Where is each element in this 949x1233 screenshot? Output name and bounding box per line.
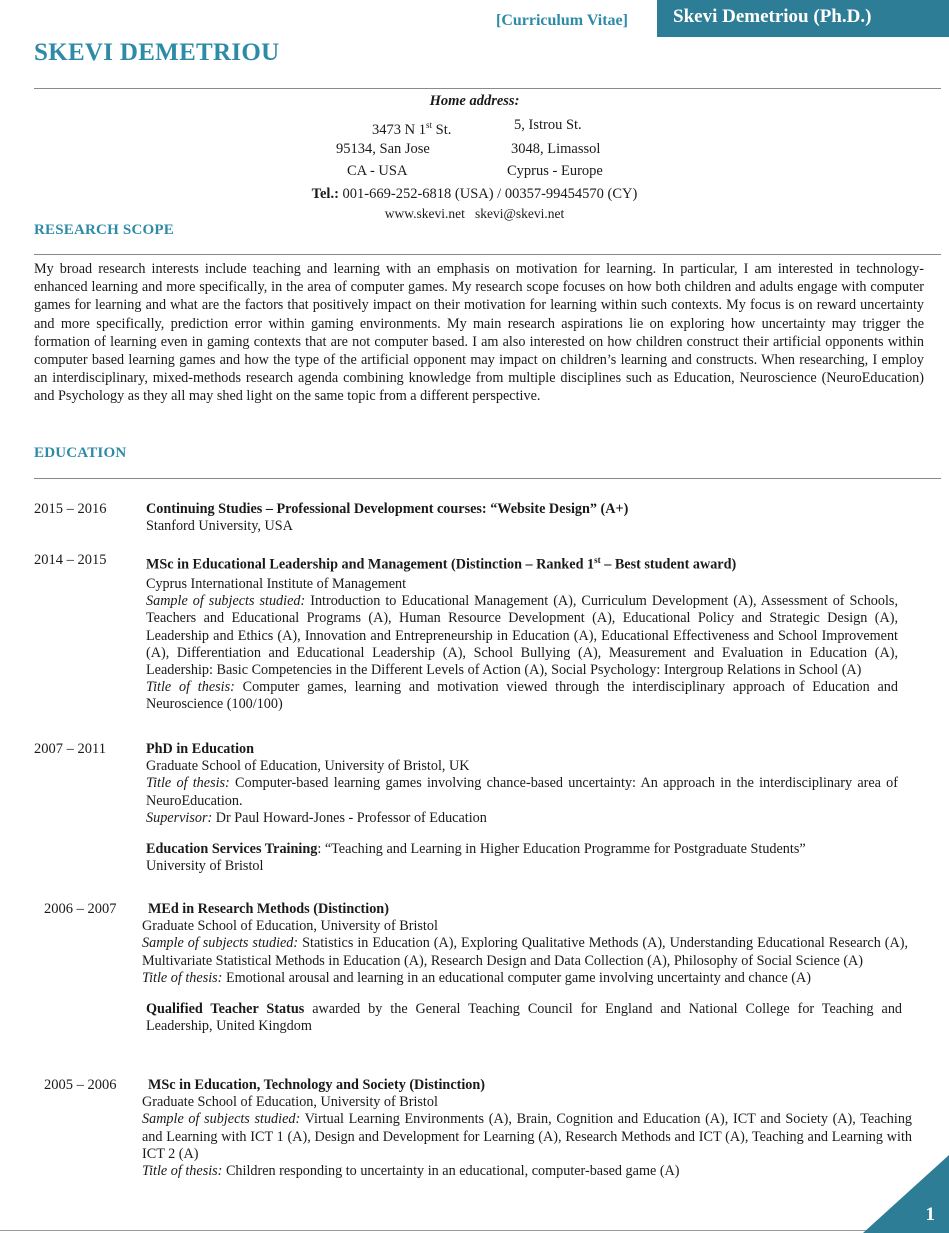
- divider: [34, 478, 941, 479]
- page-number: 1: [925, 1204, 935, 1225]
- web-email: [0, 205, 949, 222]
- curriculum-vitae-label: [Curriculum Vitae]: [496, 12, 628, 29]
- address-alt-line-1: 5, Istrou St.: [514, 117, 582, 133]
- education-years: 2015 – 2016: [34, 501, 107, 517]
- education-training: Education Services Training: “Teaching and Learning in Higher Education Programme for Postgraduate Students”: [146, 841, 806, 858]
- education-training-institution: University of Bristol: [146, 858, 264, 875]
- address-alt-line-2: 3048, Limassol: [511, 141, 601, 157]
- education-thesis: Title of thesis: Children responding to uncertainty in an educational, computer-based game (A): [142, 1163, 680, 1180]
- education-title: PhD in Education: [146, 741, 255, 757]
- education-institution: Graduate School of Education, University of Bristol, UK: [146, 758, 470, 775]
- education-institution: Cyprus International Institute of Management: [146, 575, 407, 592]
- address-line-3: CA - USA: [347, 163, 408, 179]
- education-institution: Graduate School of Education, University of Bristol: [142, 1094, 438, 1111]
- education-entry: [146, 741, 898, 875]
- education-entry: [146, 501, 926, 535]
- website-link[interactable]: www.skevi.net: [384, 206, 465, 221]
- education-entry: [146, 552, 898, 714]
- education-years: 2006 – 2007: [44, 901, 117, 917]
- education-subjects: Sample of subjects studied: Virtual Learning Environments (A), Brain, Cognition and Education (A), ICT and Society (A), Teaching and Learning with ICT 1 (A), Design and Development for Learning (A), Research Methods and ICT (A), Teaching and Learning with ICT 2 (A): [142, 1111, 913, 1162]
- education-title: MSc in Educational Leadership and Management (Distinction – Ranked 1st – Best student award): [146, 555, 737, 573]
- education-title: MEd in Research Methods (Distinction): [148, 901, 389, 917]
- page-corner-decoration: [863, 1155, 949, 1233]
- education-subjects: Sample of subjects studied: Statistics in Education (A), Exploring Qualitative Methods (A), Understanding Educational Research (A), Multivariate Statistical Methods in Education (A), Research Design and Data Collection (A), Philosophy of Social Science (A): [142, 935, 909, 969]
- education-years: 2014 – 2015: [34, 552, 107, 568]
- education-subjects: Sample of subjects studied: Introduction to Educational Management (A), Curriculum Development (A), Assessment of Schools, Teachers and Educational Programs (A), Human Resource Development (A), Educational Policy and Strategic Design (A), Leadership and Ethics (A), Innovation and Entrepreneurship in Education (A), Educational Effectiveness and School Improvement (A), Differentiation and Educational Leadership (A), School Bullying (A), Measurement and Evaluation in Education (A), Leadership: Basic Competencies in the Different Levels of Action (A), Social Psychology: Intergroup Relations in School (A): [146, 593, 899, 678]
- email-link[interactable]: skevi@skevi.net: [474, 206, 565, 221]
- address-line-1: 3473 N 1st St.: [372, 120, 452, 138]
- header-name-box: Skevi Demetriou (Ph.D.): [657, 0, 949, 37]
- footer-divider: [0, 1230, 870, 1231]
- address-title: Home address:: [429, 93, 520, 109]
- education-institution: Stanford University, USA: [146, 518, 293, 535]
- research-scope-text: My broad research interests include teaching and learning with an emphasis on motivation for learning. In particular, I am interested in technology-enhanced learning and more specifically, in the area of computer games. My research scope focuses on how both children and adults engage with computer games for learning and what are the factors that positively impact on their motivation for learning within such contexts. My focus is on reward uncertainty and more specifically, prediction error within gaming environments. My main research aspirations lie on exploring how uncertainty may trigger the formation of learning even in gaming contexts that are not computer based. I am also interested on how children construct their artificial opponents within computer based learning games and how the type of the artificial opponent may impact on children’s learning and constructs. When researching, I employ an interdisciplinary, mixed-methods research agenda combining knowledge from multiple disciplines such as Education, Neuroscience (NeuroEducation) and Psychology as they all may shed light on the same topic from a different perspective.: [34, 261, 924, 405]
- education-institution: Graduate School of Education, University of Bristol: [142, 918, 438, 935]
- education-thesis: Title of thesis: Computer games, learning and motivation viewed through the interdisciplinary approach of Education and Neuroscience (100/100): [146, 679, 898, 713]
- address-alt-line-3: Cyprus - Europe: [507, 163, 603, 179]
- education-supervisor: Supervisor: Dr Paul Howard-Jones - Professor of Education: [146, 809, 487, 826]
- education-qts: Qualified Teacher Status awarded by the General Teaching Council for England and National College for Teaching and Leadership, United Kingdom: [146, 1001, 903, 1035]
- address-line-2: 95134, San Jose: [336, 141, 430, 157]
- education-title: Continuing Studies – Professional Development courses: “Website Design” (A+): [146, 501, 629, 517]
- divider: [34, 254, 941, 255]
- education-thesis: Title of thesis: Emotional arousal and learning in an educational computer game involving uncertainty and chance (A): [142, 969, 811, 986]
- education-entry: [142, 1077, 912, 1180]
- education-entry: [142, 901, 934, 1035]
- education-years: 2007 – 2011: [34, 741, 106, 757]
- telephone: Tel.: 001-669-252-6818 (USA) / 00357-99454570 (CY): [311, 186, 638, 202]
- divider: [34, 88, 941, 89]
- page-title: SKEVI DEMETRIOU: [34, 39, 280, 66]
- education-thesis: Title of thesis: Computer-based learning games involving chance-based uncertainty: An approach in the interdisciplinary area of NeuroEducation.: [146, 775, 899, 809]
- education-title: MSc in Education, Technology and Society (Distinction): [148, 1077, 485, 1093]
- section-heading-education: EDUCATION: [34, 445, 127, 461]
- section-heading-research-scope: RESEARCH SCOPE: [34, 222, 174, 238]
- education-years: 2005 – 2006: [44, 1077, 117, 1093]
